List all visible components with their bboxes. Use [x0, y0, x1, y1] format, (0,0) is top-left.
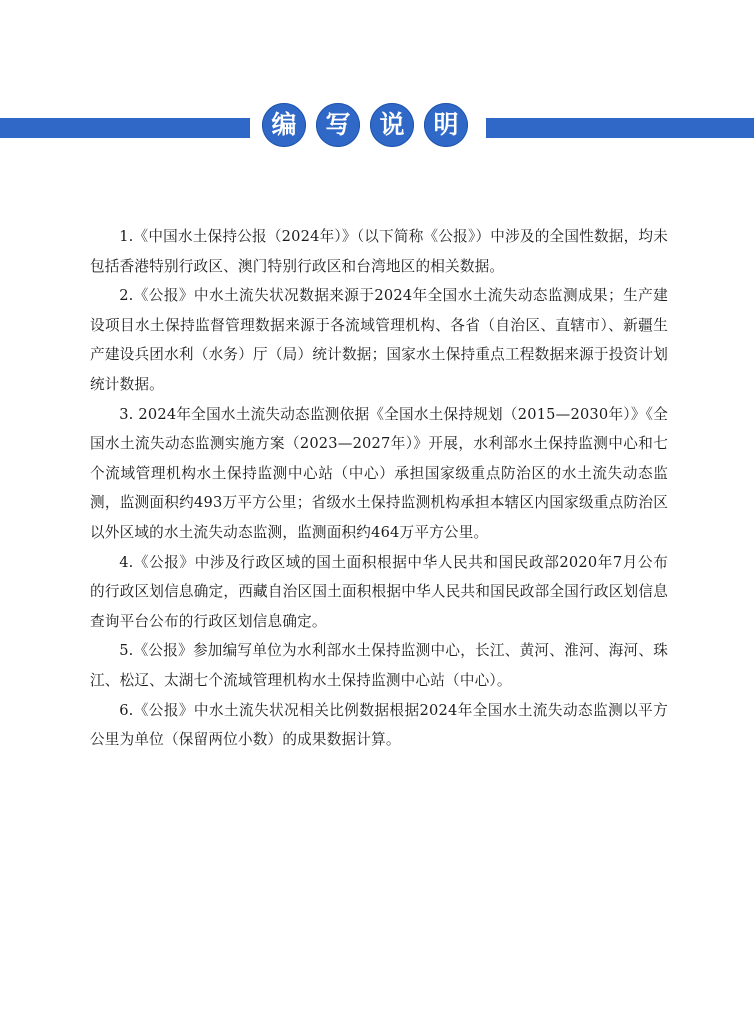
note-paragraph-1: 1.《中国水土保持公报（2024年）》（以下简称《公报》）中涉及的全国性数据，均未包括香港特别行政区、澳门特别行政区和台湾地区的相关数据。 — [90, 228, 668, 275]
section-title — [262, 103, 468, 147]
title-char-circle: 编 — [262, 103, 306, 147]
header-bar-right — [486, 118, 754, 138]
title-char-circle: 写 — [316, 103, 360, 147]
header-bar-left — [0, 118, 250, 138]
note-paragraph-2: 2.《公报》中水土流失状况数据来源于2024年全国水土流失动态监测成果；生产建设项目水土保持监督管理数据来源于各流域管理机构、各省（自治区、直辖市）、新疆生产建设兵团水利（水务）厅（局）统计数据；国家水土保持重点工程数据来源于投资计划统计数据。 — [90, 287, 668, 393]
note-paragraph-3: 3. 2024年全国水土流失动态监测依据《全国水土保持规划（2015—2030年）》《全国水土流失动态监测实施方案（2023—2027年）》开展，水利部水土保持监测中心和七个流域管理机构水土保持监测中心站（中心）承担国家级重点防治区的水土流失动态监测，监测面积约493万平方公里；省级水土保持监测机构承担本辖区内国家级重点防治区以外区域的水土流失动态监测，监测面积约464万平方公里。 — [90, 405, 668, 541]
notes-body — [90, 222, 668, 755]
note-paragraph-5: 5.《公报》参加编写单位为水利部水土保持监测中心，长江、黄河、淮河、海河、珠江、松辽、太湖七个流域管理机构水土保持监测中心站（中心）。 — [90, 642, 668, 689]
title-char-circle: 说 — [370, 103, 414, 147]
section-header — [0, 103, 754, 147]
title-char-circle: 明 — [424, 103, 468, 147]
note-paragraph-4: 4.《公报》中涉及行政区域的国土面积根据中华人民共和国民政部2020年7月公布的行政区划信息确定，西藏自治区国土面积根据中华人民共和国民政部全国行政区划信息查询平台公布的行政区划信息确定。 — [90, 553, 668, 630]
note-paragraph-6: 6.《公报》中水土流失状况相关比例数据根据2024年全国水土流失动态监测以平方公里为单位（保留两位小数）的成果数据计算。 — [90, 701, 668, 749]
